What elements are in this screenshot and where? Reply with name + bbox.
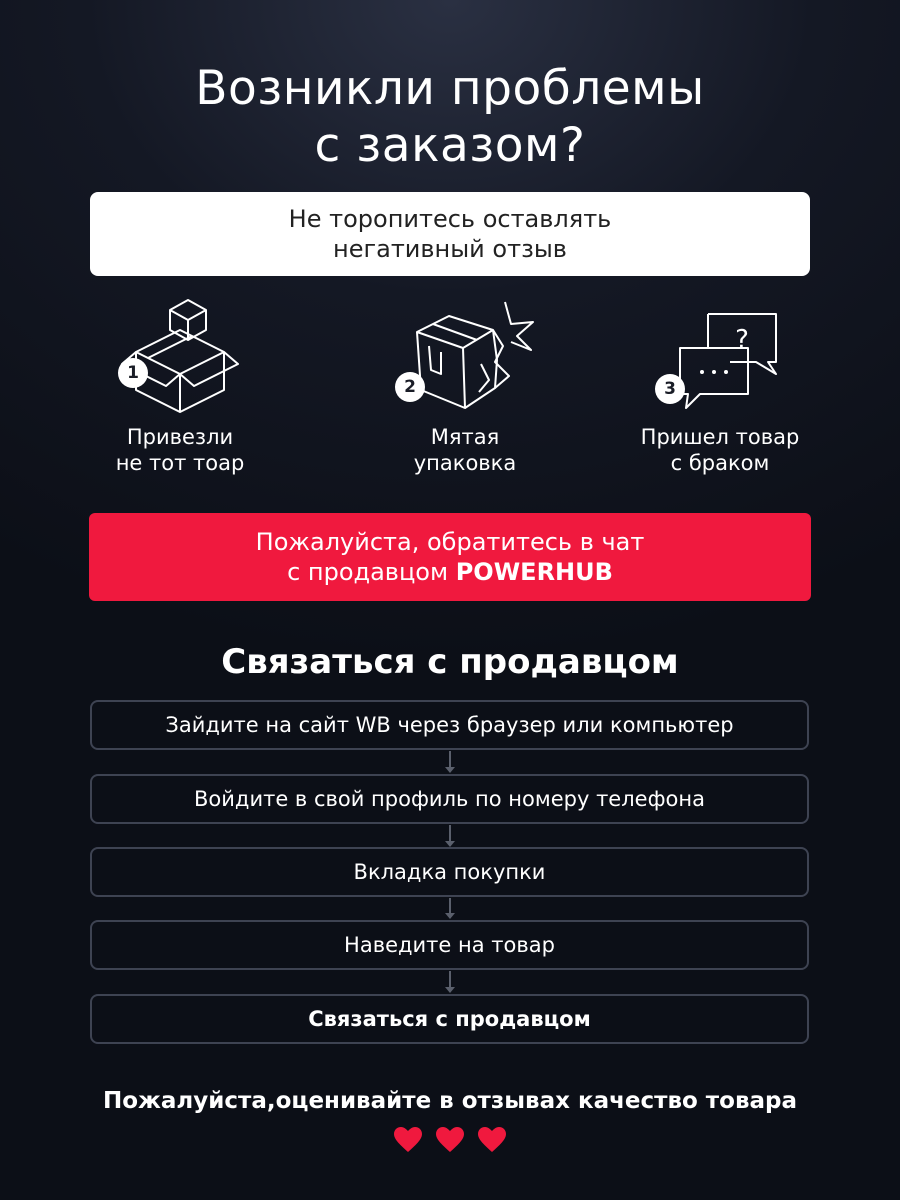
step-arrow — [449, 898, 451, 917]
issue-item-wrong-item — [60, 290, 300, 490]
box-icon — [60, 290, 300, 415]
hearts-row — [393, 1126, 513, 1156]
issue-number-badge: 1 — [118, 358, 148, 388]
contact-heading: Связаться с продавцом — [221, 642, 679, 682]
notice-box — [90, 192, 810, 276]
notice-line-1: Не торопитесь оставлять — [288, 205, 612, 233]
issue-label-line-1: Привезли — [126, 425, 234, 449]
step-4: Наведите на товар — [90, 920, 809, 970]
issue-label-line-2: упаковка — [413, 451, 517, 475]
banner-line-1: Пожалуйста, обратитесь в чат — [255, 528, 645, 556]
page-title — [0, 60, 900, 174]
heart-icon — [393, 1126, 423, 1154]
banner-line-2 — [89, 557, 811, 587]
issue-label-line-2: не тот тоар — [115, 451, 245, 475]
issue-label — [345, 424, 585, 476]
step-1: Зайдите на сайт WB через браузер или компьютер — [90, 700, 809, 750]
footer-text: Пожалуйста,оценивайте в отзывах качество товара — [102, 1088, 798, 1114]
step-arrow — [449, 971, 451, 991]
issue-number-badge: 2 — [395, 372, 425, 402]
step-2: Войдите в свой профиль по номеру телефона — [90, 774, 809, 824]
step-arrow — [449, 825, 451, 845]
heart-icon — [435, 1126, 465, 1154]
svg-text:?: ? — [735, 325, 749, 355]
title-line-2: с заказом? — [314, 118, 586, 173]
issue-label-line-1: Мятая — [430, 425, 500, 449]
chat-question-icon — [600, 290, 840, 415]
issue-number-badge: 3 — [655, 374, 685, 404]
heart-icon — [477, 1126, 507, 1154]
banner-line-2-text: с продавцом — [287, 558, 456, 586]
step-5: Связаться с продавцом — [90, 994, 809, 1044]
issue-label — [600, 424, 840, 476]
issue-item-defective-item — [600, 290, 840, 490]
contact-seller-banner — [89, 513, 811, 601]
step-arrow — [449, 751, 451, 771]
issue-label-line-2: с браком — [670, 451, 770, 475]
issue-label-line-1: Пришел товар — [640, 425, 800, 449]
brand-name: POWERHUB — [455, 558, 613, 586]
notice-line-2: негативный отзыв — [333, 235, 567, 263]
step-3: Вкладка покупки — [90, 847, 809, 897]
damaged-box-icon — [345, 290, 585, 415]
title-line-1: Возникли проблемы — [195, 61, 705, 116]
issue-label — [60, 424, 300, 476]
issue-item-crumpled-packaging — [345, 290, 585, 490]
